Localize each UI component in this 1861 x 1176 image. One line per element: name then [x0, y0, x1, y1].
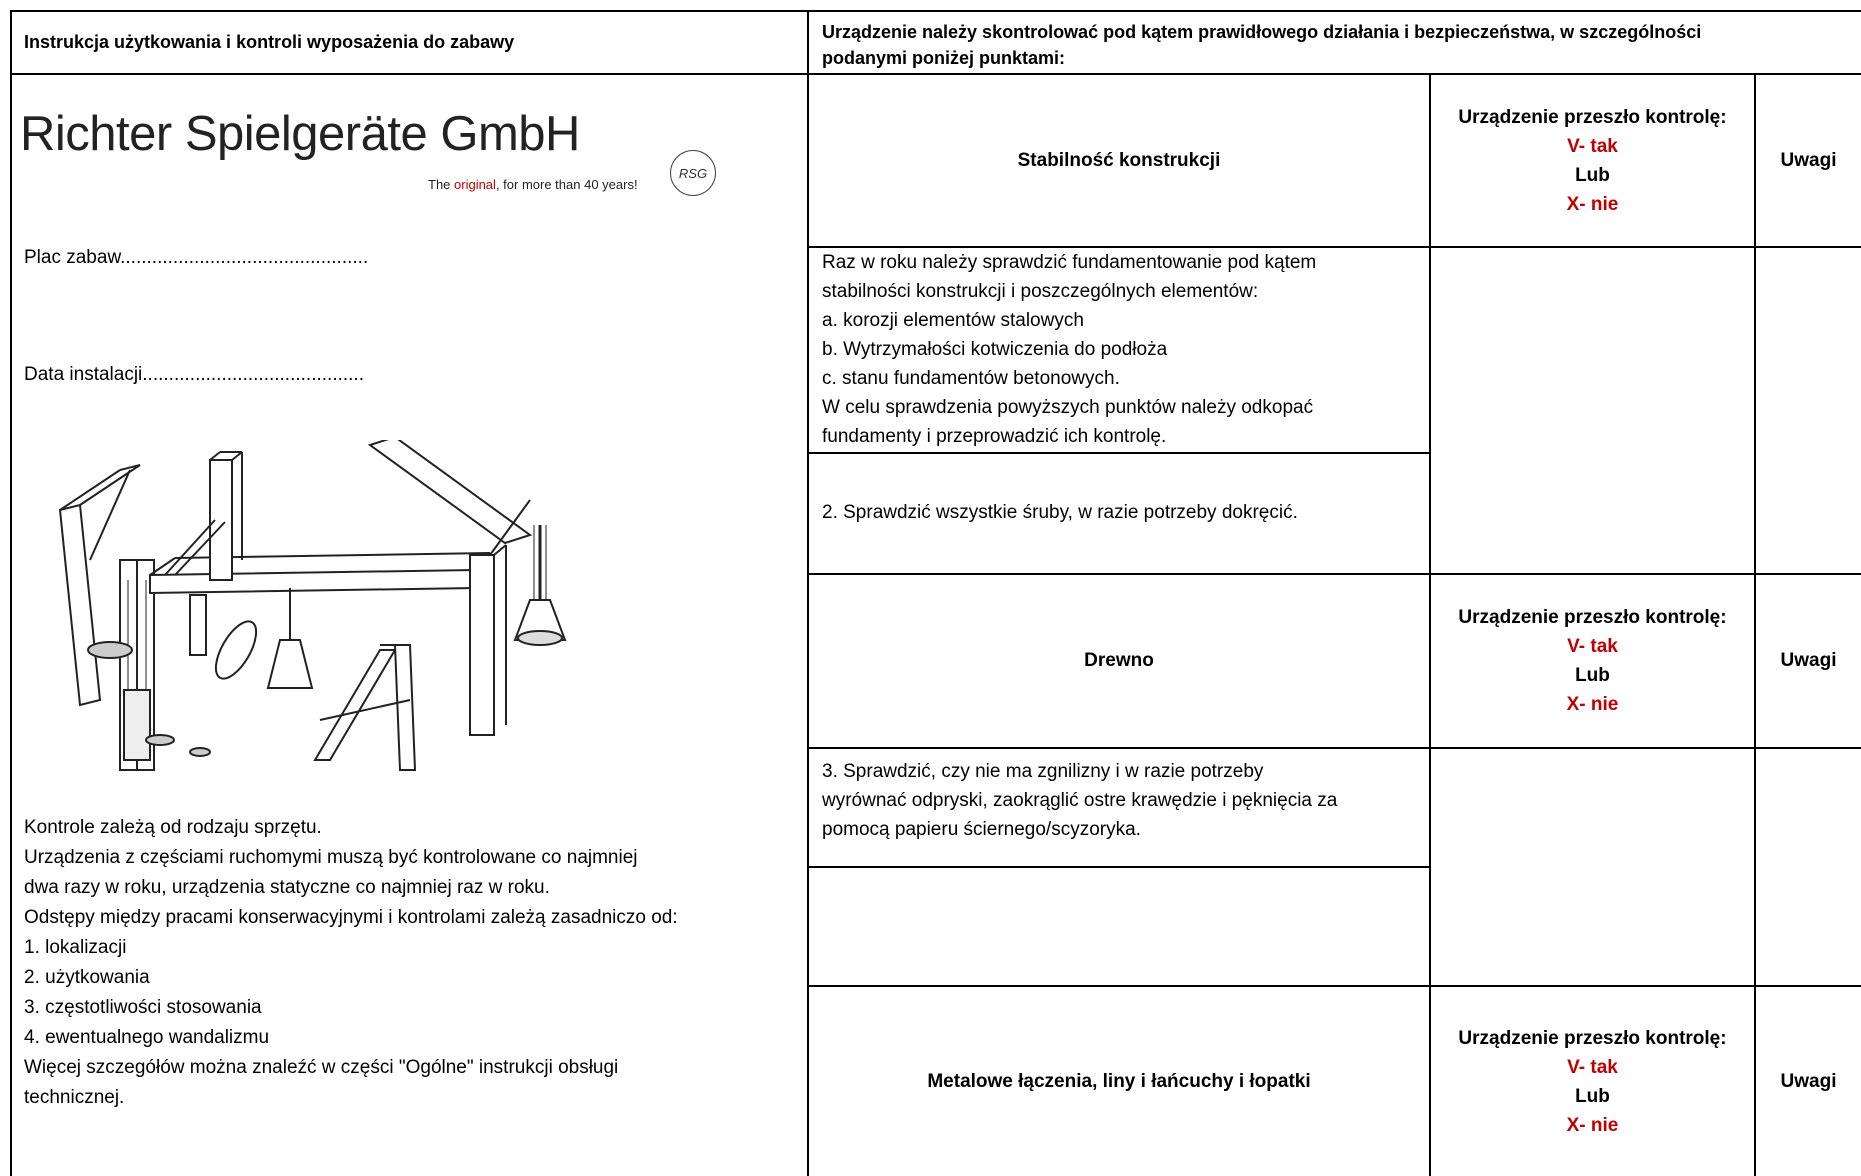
item-line: wyrównać odpryski, zaokrąglić ostre krawędzie i pęknięcia za [822, 790, 1338, 811]
logo-company-name: Richter Spielgeräte GmbH [20, 107, 580, 161]
remarks-header-1 [1756, 75, 1861, 246]
install-date-field: Data instalacji.......................................... [24, 364, 364, 385]
note-line: Więcej szczegółów można znaleźć w części "Ogólne" instrukcji obsługi [24, 1057, 619, 1078]
note-line: dwa razy w roku, urządzenia statyczne co najmniej raz w roku. [24, 877, 550, 898]
item-line: c. stanu fundamentów betonowych. [822, 368, 1120, 389]
section-title: Stabilność konstrukcji [1017, 149, 1221, 171]
passed-yes: V- tak [1567, 1056, 1618, 1078]
remarks-header-2 [1756, 575, 1861, 747]
note-line: 3. częstotliwości stosowania [24, 997, 262, 1018]
note-line: Odstępy między pracami konserwacyjnymi i kontrolami zależą zasadniczo od: [24, 907, 678, 928]
note-line: 2. użytkowania [24, 967, 150, 988]
tagline-highlight: original [454, 177, 496, 192]
remarks-label: Uwagi [1780, 650, 1837, 671]
note-line: 1. lokalizacji [24, 937, 127, 958]
note-line: technicznej. [24, 1087, 125, 1108]
item-line: W celu sprawdzenia powyższych punktów należy odkopać [822, 397, 1314, 418]
table-border-left [10, 10, 12, 1176]
remarks-header-3 [1756, 987, 1861, 1176]
passed-no: X- nie [1566, 193, 1619, 215]
passed-title: Urządzenie przeszło kontrolę: [1458, 106, 1727, 128]
passed-yes: V- tak [1567, 135, 1618, 157]
note-line: Kontrole zależą od rodzaju sprzętu. [24, 817, 322, 838]
right-header-line1: Urządzenie należy skontrolować pod kątem prawidłowego działania i bezpieczeństwa, w szczególności [822, 22, 1702, 42]
right-header-line2: podanymi poniżej punktami: [822, 48, 1066, 68]
logo-tagline [428, 177, 638, 192]
item-line: pomocą papieru ściernego/scyzoryka. [822, 819, 1141, 840]
passed-header-1 [1431, 75, 1754, 246]
passed-or: Lub [1575, 665, 1610, 686]
section-title: Drewno [1084, 650, 1154, 671]
remarks-label: Uwagi [1780, 149, 1837, 171]
section-title: Metalowe łączenia, liny i łańcuchy i łopatki [927, 1070, 1311, 1092]
playground-field: Plac zabaw............................................... [24, 247, 369, 268]
left-header: Instrukcja użytkowania i kontroli wyposażenia do zabawy [24, 32, 515, 52]
row-divider-2 [807, 452, 1431, 454]
passed-header-2 [1431, 575, 1754, 747]
item-line: Raz w roku należy sprawdzić fundamentowanie pod kątem [822, 252, 1317, 273]
passed-no: X- nie [1566, 1114, 1619, 1136]
passed-header-3 [1431, 987, 1754, 1176]
note-line: Urządzenia z częściami ruchomymi muszą być kontrolowane co najmniej [24, 847, 638, 868]
seal-text: RSG [678, 165, 708, 181]
item-line: stabilności konstrukcji i poszczególnych elementów: [822, 281, 1259, 302]
passed-or: Lub [1575, 164, 1610, 186]
passed-or: Lub [1575, 1085, 1610, 1107]
passed-yes: V- tak [1567, 636, 1618, 657]
section-title-wood [809, 575, 1429, 747]
item-line: fundamenty i przeprowadzić ich kontrolę. [822, 426, 1167, 447]
tagline-post: , for more than 40 years! [495, 177, 638, 192]
item-line: 3. Sprawdzić, czy nie ma zgnilizny i w razie potrzeby [822, 761, 1264, 782]
section-title-stability [809, 75, 1429, 246]
section-title-metal [809, 987, 1429, 1176]
remarks-label: Uwagi [1780, 1070, 1837, 1092]
passed-no: X- nie [1566, 694, 1619, 715]
logo-seal-icon [670, 150, 716, 196]
row-divider-5 [807, 866, 1431, 868]
note-line: 4. ewentualnego wandalizmu [24, 1027, 270, 1048]
check-item-bolts: 2. Sprawdzić wszystkie śruby, w razie potrzeby dokręcić. [822, 502, 1298, 523]
row-divider-4 [807, 747, 1861, 749]
tagline-pre: The [428, 177, 455, 192]
item-line: b. Wytrzymałości kotwiczenia do podłoża [822, 339, 1168, 360]
playground-equipment-drawing [50, 440, 690, 780]
item-line: a. korozji elementów stalowych [822, 310, 1084, 331]
passed-title: Urządzenie przeszło kontrolę: [1458, 607, 1727, 628]
passed-title: Urządzenie przeszło kontrolę: [1458, 1027, 1727, 1049]
table-border-top [10, 10, 1861, 12]
